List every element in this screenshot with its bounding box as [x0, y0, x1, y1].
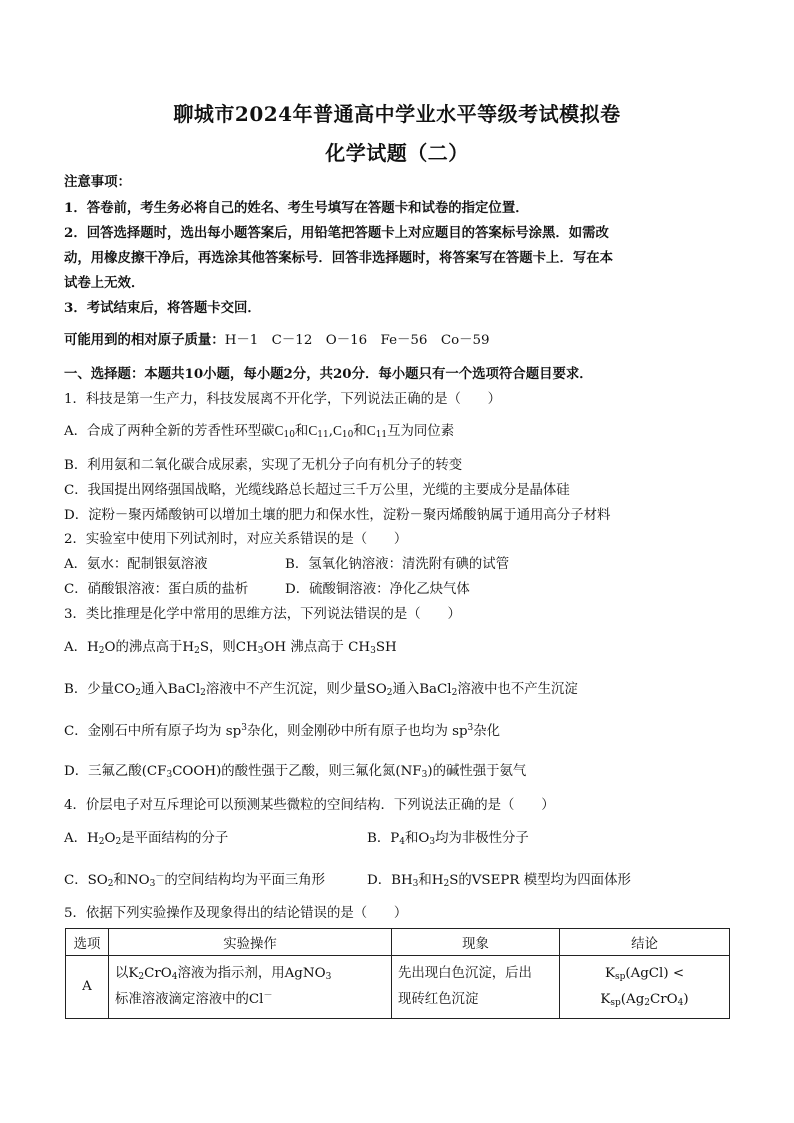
q3-c-2: 杂化，则金刚砂中所有原子也均为 sp [246, 724, 468, 739]
q4-a-sub-1: 2 [98, 837, 105, 847]
q5-table [65, 928, 730, 1019]
atomic-masses-values: H－1 C－12 O－16 Fe－56 Co－59 [224, 333, 490, 348]
atomic-masses-label: 可能用到的相对原子质量： [64, 332, 225, 348]
q5-a-concl-sub-1: sp [614, 972, 626, 982]
q3-stem: 3．类比推理是化学中常用的思维方法，下列说法错误的是（ ） [64, 607, 461, 622]
q5-a-op-sub-2: 4 [171, 972, 178, 982]
q5-a-concl-sub-3: 2 [644, 998, 650, 1008]
notes-heading: 注意事项： [64, 174, 131, 190]
q3-a-5: SH [375, 640, 397, 655]
q3-b-5: 溶液中也不产生沉淀 [457, 682, 578, 697]
q3-b-sub-1: 2 [135, 688, 141, 698]
notes-item-3: 3．考试结束后，将答题卡交回． [64, 300, 261, 316]
q5-a-concl-sub-2: sp [610, 998, 621, 1008]
q3-b-sub-2: 2 [200, 688, 206, 698]
atomic-masses [64, 330, 734, 351]
q1-a-c4: C [366, 423, 376, 438]
q3-a-1: A．H [64, 640, 99, 655]
q3-option-a [64, 638, 734, 658]
q4-a-sub-2: 2 [115, 837, 122, 847]
q3-b-3: 溶液中不产生沉淀，则少量SO [205, 682, 387, 697]
q1-a-sub10: 10 [283, 430, 295, 440]
q4-c-sup-1: － [155, 872, 165, 882]
q1-a-text: A．合成了两种全新的芳香性环型碳 [64, 424, 275, 439]
q4-option-a [64, 831, 228, 846]
exam-subtitle: 化学试题（二） [325, 141, 469, 165]
q5-row-a-phenomenon-line-2: 现砖红色沉淀 [398, 992, 479, 1007]
q2-option-b: B．氢氧化钠溶液：清洗附有碘的试管 [285, 557, 510, 572]
q2-option-a: A．氨水：配制银氨溶液 [64, 557, 208, 572]
q5-row-a-phenomenon-line-1: 先出现白色沉淀，后出 [398, 966, 532, 981]
q5-a-op-sup: － [263, 991, 273, 1001]
q3-d-3: )的碱性强于氨气 [427, 764, 527, 779]
q5-a-op-4: 标准溶液滴定溶液中的Cl [115, 992, 264, 1007]
q5-row-a-operation-line-1 [115, 961, 385, 987]
q4-b-1: B．P [367, 831, 400, 846]
q5-a-op-3: 溶液为指示剂，用AgNO [177, 966, 326, 981]
q3-c-3: 杂化 [473, 724, 501, 739]
q4-c-sub-2: 3 [149, 879, 156, 889]
q2-options-cd [64, 580, 734, 600]
q4-stem: 4．价层电子对互斥理论可以预测某些微粒的空间结构．下列说法正确的是（ ） [64, 798, 555, 813]
q5-header-option: 选项 [66, 929, 109, 956]
q3-d-sub-1: 3 [166, 770, 173, 780]
q4-d-2: 和H [418, 873, 444, 888]
q5-a-concl-1: K [604, 966, 615, 981]
q5-a-concl-5: ) [683, 992, 689, 1007]
q1-option-c: C．我国提出网络强国战略，光缆线路总长超过三千万公里，光缆的主要成分是晶体硅 [64, 483, 570, 498]
q3-option-d [64, 762, 734, 782]
q3-a-3: S，则CH [199, 640, 258, 655]
section-1-heading: 一、选择题：本题共10小题，每小题2分，共20分．每小题只有一个选项符合题目要求． [64, 366, 593, 382]
q2-options-ab [64, 555, 734, 575]
q5-a-op-sub-3: 3 [325, 972, 332, 982]
q1-a-c2: C [308, 423, 318, 438]
q4-d-3: S的VSEPR 模型均为四面体形 [449, 873, 631, 888]
q3-c-1: C．金刚石中所有原子均为 sp [64, 724, 242, 739]
notes-item-2-line-3: 试卷上无效． [64, 275, 145, 291]
q5-row-a-option: A [66, 956, 109, 1019]
q5-a-concl-sub-4: 4 [677, 998, 684, 1008]
q4-options-ab [64, 829, 734, 849]
q3-c-sup-1: 3 [241, 723, 247, 733]
q1-a-sub11b: 11 [375, 430, 388, 440]
q2-option-c: C．硝酸银溶液：蛋白质的盐析 [64, 582, 249, 597]
q5-stem: 5．依据下列实验操作及现象得出的结论错误的是（ ） [64, 906, 408, 921]
q2-stem: 2．实验室中使用下列试剂时，对应关系错误的是（ ） [64, 532, 408, 547]
q4-a-1: A．H [64, 831, 99, 846]
q3-d-sub-2: 3 [421, 770, 428, 780]
q5-a-concl-3: (Ag [620, 992, 645, 1007]
q3-option-c [64, 722, 734, 742]
q3-a-sub-3: 3 [257, 646, 264, 656]
q3-a-4: OH 沸点高于 CH [263, 640, 371, 655]
q5-a-concl-4: CrO [650, 992, 678, 1007]
q4-c-sub-1: 2 [107, 879, 114, 889]
q4-option-c [64, 873, 325, 888]
q3-d-1: D．三氟乙酸(CF [64, 764, 167, 779]
q1-a-sub11: 11 [317, 430, 329, 440]
q5-row-a-operation [109, 956, 392, 1019]
table-row [66, 956, 730, 1019]
q5-header-operation: 实验操作 [109, 929, 392, 956]
notes-item-2-line-2: 动，用橡皮擦干净后，再选涂其他答案标号．回答非选择题时，将答案写在答题卡上．写在本 [64, 250, 614, 266]
q4-a-3: 是平面结构的分子 [121, 831, 229, 846]
q3-a-sub-1: 2 [98, 646, 105, 656]
q3-b-sub-3: 2 [386, 688, 393, 698]
q1-a-c: C [274, 423, 284, 438]
q5-header-conclusion: 结论 [560, 929, 730, 956]
q4-c-3: 的空间结构均为平面三角形 [164, 873, 326, 888]
notes-item-2-line-1: 2．回答选择题时，选出每小题答案后，用铅笔把答题卡上对应题目的答案标号涂黑．如需改 [64, 225, 609, 241]
q1-option-a: A．合成了两种全新的芳香性环型碳$C_{10}$和$C_{11},C_{10}$和$C_{11}$互为同位素 [64, 423, 455, 440]
q5-header-phenomenon: 现象 [392, 929, 560, 956]
q4-options-cd [64, 871, 734, 891]
q4-b-sub-2: 3 [429, 837, 436, 847]
q1-a-c3: C [332, 423, 342, 438]
exam-title: 聊城市2024年普通高中学业水平等级考试模拟卷 [173, 102, 621, 126]
q5-a-op-1: 以K [115, 966, 139, 981]
q4-b-2: 和O [404, 831, 430, 846]
q1-stem: 1．科技是第一生产力，科技发展离不开化学，下列说法正确的是（ ） [64, 392, 502, 407]
q4-a-2: O [104, 831, 116, 846]
q3-d-2: COOH)的酸性强于乙酸，则三氟化氮(NF [172, 764, 422, 779]
q3-c-sup-2: 3 [467, 723, 474, 733]
q1-a-and2: 和 [353, 424, 367, 439]
q1-option-d: D．淀粉－聚丙烯酸钠可以增加土壤的肥力和保水性，淀粉－聚丙烯酸钠属于通用高分子材料 [64, 508, 611, 523]
q3-a-sub-2: 2 [194, 646, 200, 656]
q3-b-sub-4: 2 [451, 688, 458, 698]
q4-option-d [367, 871, 631, 891]
q4-d-sub-2: 2 [443, 879, 450, 889]
q3-a-sub-4: 3 [370, 646, 376, 656]
q1-a-sub10b: 10 [341, 430, 354, 440]
q3-option-b [64, 680, 734, 700]
q1-a-and: 和 [294, 424, 309, 439]
q4-d-1: D．BH [367, 873, 413, 888]
q4-c-1: C．SO [64, 873, 108, 888]
q2-option-d: D．硫酸铜溶液：净化乙炔气体 [285, 582, 470, 597]
q1-option-b: B．利用氨和二氧化碳合成尿素，实现了无机分子向有机分子的转变 [64, 458, 463, 473]
notes-item-1: 1．答卷前，考生务必将自己的姓名、考生号填写在答题卡和试卷的指定位置． [64, 200, 529, 216]
q5-a-op-sub-1: 2 [138, 972, 145, 982]
q3-b-2: 通入BaCl [140, 682, 201, 697]
q4-option-b [367, 829, 529, 849]
q5-a-concl-2: (AgCl) < K [600, 966, 685, 1007]
q3-b-1: B．少量CO [64, 682, 136, 697]
q4-b-sub-1: 4 [399, 837, 405, 847]
q5-table-header [66, 929, 730, 956]
q3-a-2: O的沸点高于H [104, 640, 195, 655]
q1-a-tail: 互为同位素 [387, 424, 455, 439]
q4-b-3: 均为非极性分子 [435, 831, 529, 846]
q3-b-4: 通入BaCl [392, 682, 452, 697]
q5-a-op-2: CrO [144, 966, 172, 981]
q4-c-2: 和NO [113, 873, 150, 888]
q5-row-a-phenomenon [392, 956, 560, 1019]
q5-row-a-conclusion [560, 956, 730, 1019]
q5-row-a-operation-line-2 [115, 987, 385, 1013]
q4-d-sub-1: 3 [412, 879, 419, 889]
